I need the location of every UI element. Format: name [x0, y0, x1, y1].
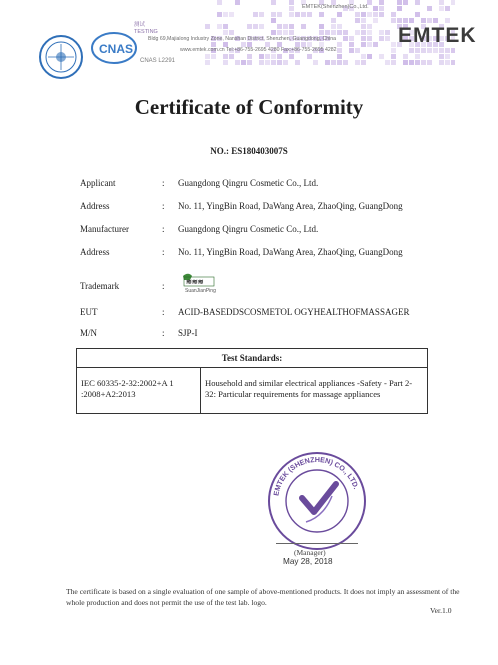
- pixel-square: [427, 18, 432, 23]
- pixel-square: [433, 48, 438, 53]
- pixel-square: [445, 48, 450, 53]
- pixel-square: [355, 18, 360, 23]
- pixel-square: [433, 18, 438, 23]
- field-trademark: Trademark :: [80, 281, 165, 291]
- pixel-square: [361, 54, 366, 59]
- pixel-square: [439, 0, 444, 5]
- field-model: M/N : SJP-I: [80, 328, 198, 338]
- pixel-square: [337, 54, 342, 59]
- field-applicant: Applicant : Guangdong Qingru Cosmetic Co., Ltd.: [80, 178, 319, 188]
- pixel-square: [379, 30, 384, 35]
- pixel-square: [235, 0, 240, 5]
- pixel-square: [271, 12, 276, 17]
- pixel-square: [247, 54, 252, 59]
- pixel-square: [271, 18, 276, 23]
- pixel-square: [397, 6, 402, 11]
- pixel-square: [355, 12, 360, 17]
- pixel-square: [295, 60, 300, 65]
- pixel-square: [367, 24, 372, 29]
- pixel-square: [283, 60, 288, 65]
- pixel-square: [427, 48, 432, 53]
- approval-stamp-icon: [262, 446, 372, 556]
- field-eut: EUT : ACID-BASEDDSCOSMETOL OGYHEALTHOFMASSAGER: [80, 307, 410, 317]
- pixel-square: [217, 12, 222, 17]
- pixel-square: [427, 6, 432, 11]
- pixel-square: [247, 60, 252, 65]
- issue-date: May 28, 2018: [283, 557, 333, 566]
- pixel-square: [307, 12, 312, 17]
- fax: Fax:+86-755-2695 4282: [281, 47, 337, 53]
- pixel-square: [319, 12, 324, 17]
- pixel-square: [445, 6, 450, 11]
- pixel-square: [409, 18, 414, 23]
- pixel-square: [439, 54, 444, 59]
- pixel-square: [445, 60, 450, 65]
- signatory-title: (Manager): [294, 548, 326, 557]
- pixel-square: [451, 48, 455, 53]
- pixel-square: [289, 30, 294, 35]
- pixel-square: [265, 60, 270, 65]
- company-address: Bldg 69,Majialong Industry Zone, Nanshan District, Shenzhen, Guangdong, China: [148, 36, 337, 42]
- pixel-square: [373, 18, 378, 23]
- pixel-square: [367, 54, 372, 59]
- pixel-square: [253, 12, 258, 17]
- pixel-square: [205, 24, 210, 29]
- pixel-square: [421, 60, 426, 65]
- pixel-square: [331, 30, 336, 35]
- pixel-square: [235, 60, 240, 65]
- pixel-square: [259, 54, 264, 59]
- pixel-square: [391, 12, 396, 17]
- svg-text:≋≋≋: ≋≋≋: [186, 279, 204, 286]
- pixel-square: [415, 54, 420, 59]
- pixel-square: [355, 30, 360, 35]
- pixel-square: [403, 54, 408, 59]
- svg-text:EMTEK (SHENZHEN) CO., LTD.: EMTEK (SHENZHEN) CO., LTD.: [271, 454, 361, 497]
- brand-logo: EMTEK: [398, 24, 477, 47]
- pixel-square: [223, 12, 228, 17]
- pixel-square: [439, 6, 444, 11]
- pixel-square: [259, 60, 264, 65]
- pixel-square: [379, 54, 384, 59]
- pixel-square: [289, 12, 294, 17]
- svg-text:CNAS: CNAS: [99, 42, 134, 56]
- pixel-square: [451, 0, 455, 5]
- pixel-square: [277, 24, 282, 29]
- pixel-square: [283, 24, 288, 29]
- pixel-square: [223, 54, 228, 59]
- pixel-square: [295, 12, 300, 17]
- pixel-square: [385, 30, 390, 35]
- disclaimer-note: The certificate is based on a single evaluation of one sample of above-mentioned products. It does not imply an assessment of the whole production and does not permit the use of the test lab. logo.: [66, 587, 460, 607]
- pixel-square: [367, 30, 372, 35]
- pixel-square: [373, 12, 378, 17]
- pixel-square: [367, 12, 372, 17]
- pixel-square: [331, 60, 336, 65]
- pixel-square: [319, 24, 324, 29]
- field-applicant-address: Address : No. 11, YingBin Road, DaWang Area, ZhaoQing, GuangDong: [80, 201, 403, 211]
- pixel-square: [271, 54, 276, 59]
- pixel-square: [253, 24, 258, 29]
- pixel-square: [445, 54, 450, 59]
- pixel-square: [343, 30, 348, 35]
- pixel-square: [265, 54, 270, 59]
- pixel-square: [439, 48, 444, 53]
- pixel-square: [289, 0, 294, 5]
- field-manufacturer-address: Address : No. 11, YingBin Road, DaWang Area, ZhaoQing, GuangDong: [80, 247, 403, 257]
- trademark-logo: [180, 272, 218, 294]
- pixel-square: [409, 48, 414, 53]
- test-standards-table: [76, 348, 428, 414]
- pixel-square: [427, 60, 432, 65]
- pixel-square: [229, 12, 234, 17]
- pixel-square: [403, 0, 408, 5]
- page-title: Certificate of Conformity: [134, 95, 364, 119]
- certificate-number: NO.: ES180403007S: [210, 146, 288, 156]
- pixel-square: [277, 60, 282, 65]
- signature-line: [276, 543, 358, 544]
- table-heading: Test Standards:: [77, 349, 427, 368]
- company-contact: [180, 47, 406, 53]
- pixel-square: [301, 12, 306, 17]
- pixel-square: [373, 6, 378, 11]
- pixel-square: [247, 24, 252, 29]
- website-link[interactable]: www.emtek.com.cn: [180, 47, 225, 53]
- pixel-square: [217, 24, 222, 29]
- pixel-square: [223, 24, 228, 29]
- pixel-square: [223, 60, 228, 65]
- pixel-square: [289, 6, 294, 11]
- pixel-square: [403, 18, 408, 23]
- pixel-square: [313, 60, 318, 65]
- pixel-square: [271, 30, 276, 35]
- standard-description: Household and similar electrical appliances -Safety - Part 2-32: Particular requirements for massage appliances: [205, 378, 413, 399]
- pixel-square: [229, 30, 234, 35]
- pixel-square: [391, 60, 396, 65]
- version-label: Ver.1.0: [430, 606, 452, 615]
- pixel-square: [319, 30, 324, 35]
- pixel-square: [379, 0, 384, 5]
- pixel-square: [379, 6, 384, 11]
- pixel-square: [355, 60, 360, 65]
- pixel-square: [385, 60, 390, 65]
- pixel-square: [277, 30, 282, 35]
- pixel-square: [451, 60, 455, 65]
- accreditation-text: 测试 TESTING: [134, 22, 158, 35]
- pixel-square: [361, 18, 366, 23]
- pixel-square: [445, 18, 450, 23]
- pixel-square: [217, 0, 222, 5]
- pixel-square: [289, 24, 294, 29]
- pixel-square: [361, 30, 366, 35]
- pixel-square: [439, 60, 444, 65]
- accreditation-seal-icon: [38, 34, 84, 80]
- pixel-square: [409, 60, 414, 65]
- pixel-square: [403, 60, 408, 65]
- pixel-square: [271, 0, 276, 5]
- field-manufacturer: Manufacturer : Guangdong Qingru Cosmetic Co., Ltd.: [80, 224, 319, 234]
- pixel-square: [337, 30, 342, 35]
- pixel-square: [361, 12, 366, 17]
- pixel-square: [271, 60, 276, 65]
- pixel-square: [205, 54, 210, 59]
- pixel-square: [361, 24, 366, 29]
- pixel-square: [277, 12, 282, 17]
- lab-id: CNAS L2291: [140, 58, 176, 64]
- company-name: EMTEK(Shenzhen)Co.,Ltd.: [302, 4, 369, 10]
- pixel-square: [325, 60, 330, 65]
- pixel-square: [205, 60, 210, 65]
- pixel-square: [415, 60, 420, 65]
- pixel-square: [325, 30, 330, 35]
- pixel-square: [391, 54, 396, 59]
- cnas-logo: [90, 30, 140, 70]
- pixel-square: [259, 24, 264, 29]
- pixel-square: [283, 30, 288, 35]
- pixel-square: [343, 60, 348, 65]
- pixel-square: [397, 0, 402, 5]
- svg-text:SuanJianPing: SuanJianPing: [185, 288, 216, 294]
- pixel-square: [277, 54, 282, 59]
- pixel-square: [259, 12, 264, 17]
- table-row: [77, 368, 427, 414]
- standard-code: IEC 60335-2-32:2002+A 1 :2008+A2:2013: [77, 368, 201, 414]
- pixel-square: [307, 54, 312, 59]
- pixel-square: [289, 54, 294, 59]
- pixel-square: [331, 24, 336, 29]
- pixel-square: [397, 18, 402, 23]
- pixel-square: [241, 60, 246, 65]
- pixel-square: [337, 24, 342, 29]
- tel: Tel:+86-755-2695 4280: [226, 47, 280, 53]
- pixel-square: [421, 48, 426, 53]
- pixel-square: [415, 48, 420, 53]
- pixel-square: [361, 60, 366, 65]
- pixel-square: [331, 18, 336, 23]
- pixel-square: [211, 54, 216, 59]
- pixel-square: [421, 18, 426, 23]
- pixel-square: [415, 12, 420, 17]
- pixel-square: [337, 60, 342, 65]
- pixel-square: [301, 24, 306, 29]
- pixel-square: [337, 12, 342, 17]
- pixel-square: [391, 18, 396, 23]
- pixel-square: [229, 54, 234, 59]
- pixel-square: [223, 30, 228, 35]
- pixel-square: [415, 0, 420, 5]
- pixel-square: [379, 12, 384, 17]
